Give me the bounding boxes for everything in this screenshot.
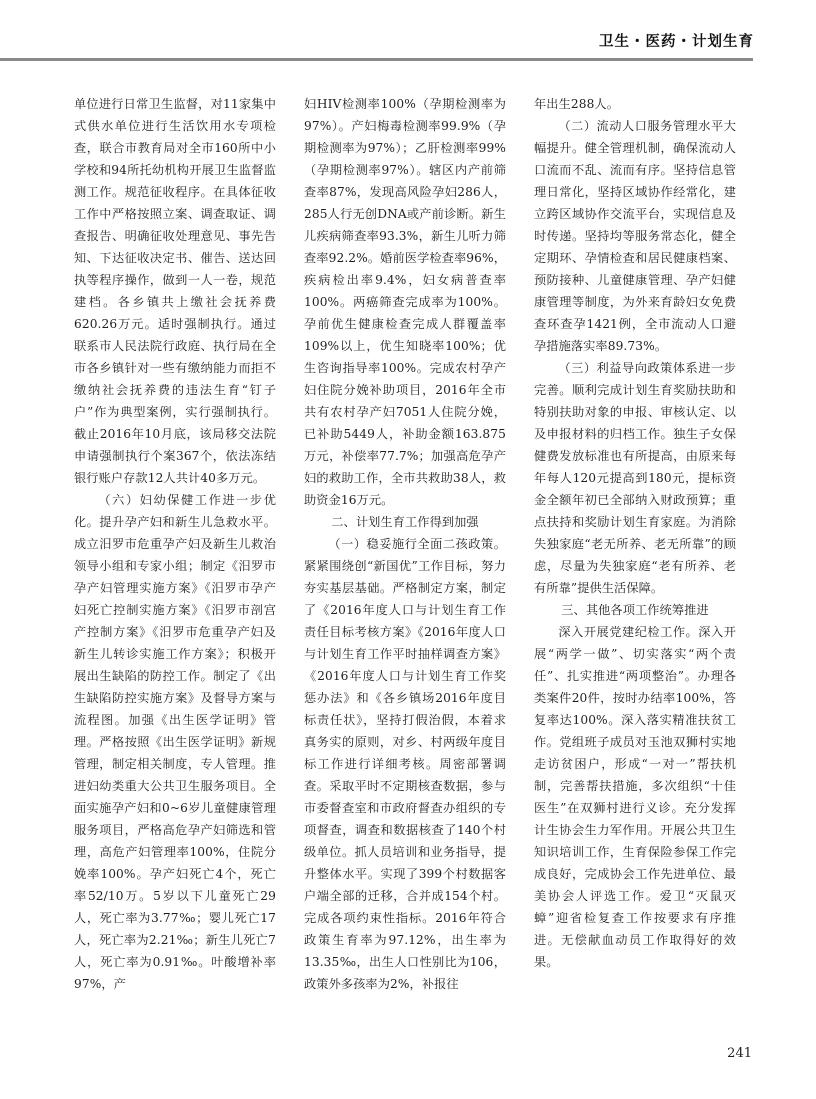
- column-2: [304, 93, 506, 995]
- paragraph: （一）稳妥施行全面二孩政策。紧紧围绕创“新国优”工作目标，努力夯实基层基础。严格制定方案，制定了《2016年度人口与计划生育工作责任目标考核方案》《2016年度人口与计划生育工作平时抽样调查方案》《2016年度人口与计划生育工作奖惩办法》和《各乡镇场2016年度目标责任状》，坚持打假治假，本着求真务实的原则，对乡、村两级年度目标工作进行详细考核。周密部署调查。采取平时不定期核查数据，参与市委督查室和市政府督查办组织的专项督查，调查和数据核查了140个村级单位。抓人员培训和业务指导，提升整体水平。实现了399个村数据客户端全部的迁移，合并成154个村。完成各项约束性指标。2016年符合政策生育率为97.12%，出生率为13.35‰，出生人口性别比为106，政策外多孩率为2%，补报往: [304, 537, 506, 991]
- paragraph: 年出生288人。: [534, 97, 619, 111]
- header-rule: [0, 58, 753, 61]
- section-title: 卫生・医药・计划生育: [599, 34, 754, 50]
- column-3: [534, 93, 736, 973]
- paragraph: 妇HIV检测率100%（孕期检测率为97%）。产妇梅毒检测率99.9%（孕期检测率为97%）；乙肝检测率99%（孕期检测率97%）。辖区内产前筛查率87%，发现高风险孕妇286人，285人行无创DNA或产前诊断。新生儿疾病筛查率93.3%，新生儿听力筛查率92.2%。婚前医学检查率96%，疾病检出率9.4%，妇女病普查率100%。两癌筛查完成率为100%。孕前优生健康检查完成人群覆盖率109%以上，优生知晓率100%；优生咨询指导率100%。完成农村孕产妇住院分娩补助项目，2016年全市共有农村孕产妇7051人住院分娩，已补助5449人，补助金额163.875万元，补偿率77.7%；加强高危孕产妇的救助工作，全市共救助38人，救助资金16万元。: [304, 97, 506, 507]
- section-heading: 二、计划生育工作得到加强: [331, 515, 479, 529]
- page-number: 241: [727, 1046, 752, 1061]
- paragraph: （三）利益导向政策体系进一步完善。顺利完成计划生育奖励扶助和特别扶助对象的申报、审核认定、以及申报材料的归档工作。独生子女保健费发放标准也有所提高，由原来每年每人120元提高到180元，提标资金全额年初已全部纳入财政预算；重点扶持和奖励计划生育家庭。为消除失独家庭“老无所养、老无所靠”的顾虑，尽量为失独家庭“老有所养、老有所靠”提供生活保障。: [534, 361, 736, 595]
- paragraph: 单位进行日常卫生监督，对11家集中式供水单位进行生活饮用水专项检查，联合市教育局对全市160所中小学校和94所托幼机构开展卫生监督监测工作。规范征收程序。在具体征收工作中严格按照立案、调查取证、调查报告、明确征收处理意见、事先告知、下达征收决定书、催告、送达回执等程序操作，做到一人一卷，规范建档。各乡镇共上缴社会抚养费620.26万元。适时强制执行。通过联系市人民法院行政庭、执行局在全市各乡镇针对一些有缴纳能力而拒不缴纳社会抚养费的违法生育“钉子户”作为典型案例，实行强制执行。截止2016年10月底，该局移交法院申请强制执行个案367个，依法冻结银行账户存款12人共计40多万元。: [74, 97, 276, 485]
- paragraph: （六）妇幼保健工作进一步优化。提升孕产妇和新生儿急救水平。成立汨罗市危重孕产妇及新生儿救治领导小组和专家小组；制定《汨罗市孕产妇管理实施方案》《汨罗市孕产妇死亡控制实施方案》《汨罗市剖宫产控制方案》《汨罗市危重孕产妇及新生儿转诊实施工作方案》；积极开展出生缺陷的防控工作。制定了《出生缺陷防控实施方案》及督导方案与流程图。加强《出生医学证明》管理。严格按照《出生医学证明》新规管理，制定相关制度，专人管理。推进妇幼类重大公共卫生服务项目。全面实施孕产妇和0~6岁儿童健康管理服务项目，严格高危孕产妇筛选和管理，高危产妇管理率100%，住院分娩率100%。孕产妇死亡4个，死亡率52/10万。5岁以下儿童死亡29人，死亡率为3.77‰；婴儿死亡17人，死亡率为2.21‰；新生儿死亡7人，死亡率为0.91‰。叶酸增补率97%，产: [74, 493, 276, 991]
- column-1: [74, 93, 276, 995]
- section-heading: 三、其他各项工作统筹推进: [561, 603, 709, 617]
- paragraph: 深入开展党建纪检工作。深入开展“两学一做”、切实落实“两个责任”、扎实推进“两项整治”。办理各类案件20件，按时办结率100%，答复率达100%。深入落实精准扶贫工作。党组班子成员对玉池双狮村实地走访贫困户，形成“一对一”帮扶机制，完善帮扶措施，多次组织“十佳医生”在双狮村进行义诊。充分发挥计生协会生力军作用。开展公共卫生知识培训工作，生育保险参保工作完成良好，完成协会工作先进单位、最美协会人评选工作。爱卫“灭鼠灭蟑”迎省检复查工作按要求有序推进。无偿献血动员工作取得好的效果。: [534, 625, 736, 969]
- paragraph: （二）流动人口服务管理水平大幅提升。健全管理机制，确保流动人口流而不乱、流而有序。坚持信息管理日常化，坚持区域协作经常化，建立跨区域协作交流平台，实现信息及时传递。坚持均等服务常态化，健全定期环、孕情检查和居民健康档案、预防接种、儿童健康管理、孕产妇健康管理等制度，为外来育龄妇女免费查环查孕1421例，全市流动人口避孕措施落实率89.73%。: [534, 119, 736, 353]
